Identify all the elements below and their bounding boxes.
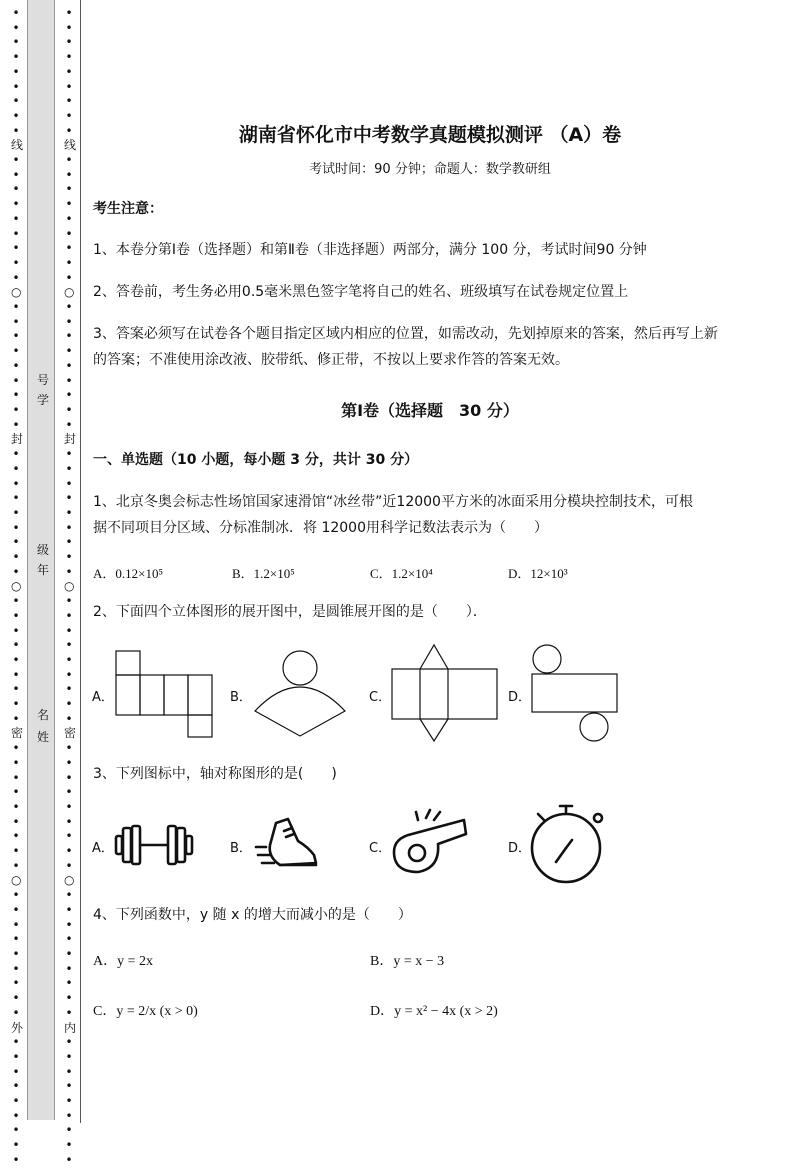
prism-net-figure [388,643,503,743]
binding-dots-left: • • • • • • • • • 线 • • • • • • • • • ○ • • • • • • • • • 封 • • • • • • • • • ○ • • • • • • • • • 密 • • • • • • • • • ○ • • • • • • • • • 外 • • • • • • • • • [11,6,24,1167]
notice-item-3b: 的答案；不准使用涂改液、胶带纸、修正带，不按以上要求作答的答案无效。 [93,352,569,368]
q2-label-d[interactable]: D． [508,690,532,705]
q4-option-c[interactable]: C．y = 2/x (x > 0) [93,1004,198,1019]
q1-option-a[interactable]: A．0.12×10⁵ [93,566,164,581]
exam-subtitle: 考试时间：90 分钟；命题人：数学教研组 [309,162,551,177]
binding-margin [0,0,82,1167]
q3-label-c[interactable]: C． [369,841,392,856]
cone-net-figure [250,648,350,740]
whistle-icon [390,808,470,878]
label-name-1: 名 [36,708,49,722]
notice-item-3a: 3、答案必须写在试卷各个题目指定区域内相应的位置，如需改动，先划掉原来的答案，然后再写上新 [93,326,718,342]
q3-stem: 3、下列图标中，轴对称图形的是( ) [93,766,337,782]
q1-line1: 1、北京冬奥会标志性场馆国家速滑馆“冰丝带”近12000平方米的冰面采用分模块控制技术，可根 [93,494,693,510]
cylinder-net-figure [528,643,623,743]
q3-label-d[interactable]: D． [508,841,532,856]
part-one-heading: 一、单选题（10 小题，每小题 3 分，共计 30 分） [93,452,419,468]
q4-option-b[interactable]: B．y = x − 3 [370,954,445,969]
q4-option-d[interactable]: D．y = x² − 4x (x > 2) [370,1004,498,1019]
q2-label-c[interactable]: C． [369,690,392,705]
label-name-2: 姓 [36,730,49,744]
section-title: 第Ⅰ卷（选择题 30 分） [341,401,519,420]
q4-option-a[interactable]: A．y = 2x [93,954,154,969]
q1-option-c[interactable]: C．1.2×10⁴ [370,566,433,581]
exam-title: 湖南省怀化市中考数学真题模拟测评 （A）卷 [238,124,622,146]
notice-heading: 考生注意： [93,201,163,217]
sneaker-icon [254,815,324,875]
stopwatch-icon [526,800,616,888]
label-student-number-2: 学 [36,393,49,407]
label-grade-2: 年 [36,563,49,577]
q1-line2: 据不同项目分区域、分标准制冰．将 12000用科学记数法表示为（ ） [93,520,548,536]
binding-line [80,0,81,1123]
q2-stem: 2、下面四个立体图形的展开图中，是圆锥展开图的是（ ）． [93,604,487,620]
q3-label-a[interactable]: A． [92,841,114,856]
cube-net-figure [110,648,220,740]
q2-label-a[interactable]: A． [92,690,114,705]
label-student-number-1: 号 [36,373,49,387]
q1-option-d[interactable]: D．12×10³ [508,566,568,581]
q2-label-b[interactable]: B． [230,690,252,705]
dumbbell-icon [114,822,194,868]
q1-option-b[interactable]: B．1.2×10⁵ [232,566,295,581]
notice-item-2: 2、答卷前，考生务必用0.5毫米黑色签字笔将自己的姓名、班级填写在试卷规定位置上 [93,284,629,300]
q4-stem: 4、下列函数中，y 随 x 的增大而减小的是（ ） [93,907,412,923]
binding-dots-right: • • • • • • • • • 线 • • • • • • • • • ○ • • • • • • • • • 封 • • • • • • • • • ○ • • • • • • • • • 密 • • • • • • • • • ○ • • • • • • • • • 内 • • • • • • • • • [64,6,77,1167]
notice-item-1: 1、本卷分第Ⅰ卷（选择题）和第Ⅱ卷（非选择题）两部分，满分 100 分，考试时间90 分钟 [93,242,647,258]
q3-label-b[interactable]: B． [230,841,252,856]
label-grade-1: 级 [36,543,49,557]
